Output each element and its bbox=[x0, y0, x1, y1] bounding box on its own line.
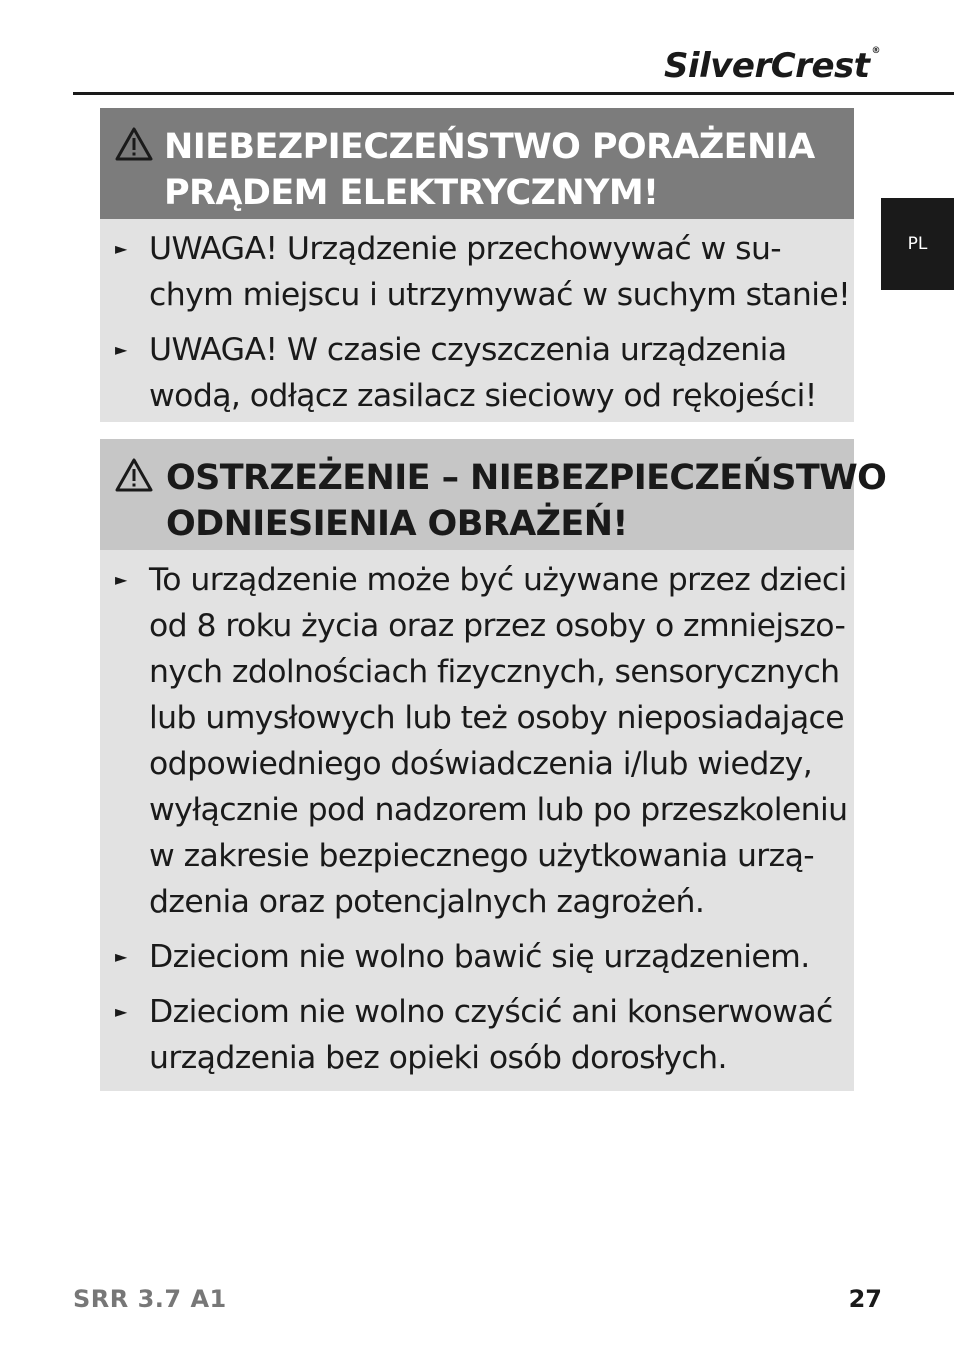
warning-list bbox=[100, 557, 854, 1081]
injury-warning-box bbox=[100, 439, 887, 1091]
list-item bbox=[100, 327, 854, 419]
bullet-arrow-icon: ► bbox=[115, 570, 127, 589]
item-line: Dzieciom nie wolno bawić się urządzeniem. bbox=[149, 939, 810, 975]
brand-name: SilverCrest bbox=[663, 46, 870, 86]
footer-model-number: SRR 3.7 A1 bbox=[73, 1285, 227, 1313]
item-line: od 8 roku życia oraz przez osoby o zmniejszo- bbox=[149, 608, 846, 644]
language-tab: PL bbox=[881, 198, 954, 290]
item-line: wodą, odłącz zasilacz sieciowy od rękojeści! bbox=[149, 378, 817, 414]
item-line: wyłącznie pod nadzorem lub po przeszkoleniu bbox=[149, 792, 848, 828]
warning-heading bbox=[166, 455, 887, 547]
item-line: urządzenia bez opieki osób dorosłych. bbox=[149, 1040, 727, 1076]
warning-heading-bar bbox=[100, 108, 854, 219]
warning-heading bbox=[164, 124, 846, 216]
item-line: dzenia oraz potencjalnych zagrożeń. bbox=[149, 884, 705, 920]
heading-line: NIEBEZPIECZEŃSTWO PORAŻENIA bbox=[164, 127, 815, 167]
registered-mark: ® bbox=[871, 46, 880, 56]
silvercrest-logo bbox=[664, 46, 880, 86]
list-item bbox=[100, 226, 854, 318]
item-line: UWAGA! W czasie czyszczenia urządzenia bbox=[149, 332, 787, 368]
item-line: odpowiedniego doświadczenia i/lub wiedzy, bbox=[149, 746, 813, 782]
list-item bbox=[100, 989, 854, 1081]
list-item bbox=[100, 934, 854, 980]
warning-heading-bar bbox=[100, 439, 887, 550]
header-rule bbox=[73, 92, 954, 95]
item-line: chym miejscu i utrzymywać w suchym stanie! bbox=[149, 277, 851, 313]
item-line: w zakresie bezpiecznego użytkowania urzą- bbox=[149, 838, 815, 874]
warning-triangle-icon bbox=[114, 457, 154, 493]
bullet-arrow-icon: ► bbox=[115, 1002, 127, 1021]
warning-list bbox=[100, 226, 854, 419]
electric-shock-warning-box bbox=[100, 108, 854, 422]
bullet-arrow-icon: ► bbox=[115, 947, 127, 966]
page-number: 27 bbox=[848, 1285, 882, 1313]
warning-triangle-icon bbox=[114, 126, 154, 162]
list-item bbox=[100, 557, 854, 925]
item-line: nych zdolnościach fizycznych, sensorycznych bbox=[149, 654, 840, 690]
item-line: UWAGA! Urządzenie przechowywać w su- bbox=[149, 231, 782, 267]
heading-line: PRĄDEM ELEKTRYCZNYM! bbox=[164, 173, 659, 213]
heading-line: ODNIESIENIA OBRAŻEŃ! bbox=[166, 504, 628, 544]
bullet-arrow-icon: ► bbox=[115, 239, 127, 258]
bullet-arrow-icon: ► bbox=[115, 340, 127, 359]
item-line: To urządzenie może być używane przez dzieci bbox=[149, 562, 847, 598]
item-line: Dzieciom nie wolno czyścić ani konserwować bbox=[149, 994, 833, 1030]
item-line: lub umysłowych lub też osoby nieposiadające bbox=[149, 700, 845, 736]
heading-line: OSTRZEŻENIE – NIEBEZPIECZEŃSTWO bbox=[166, 458, 887, 498]
